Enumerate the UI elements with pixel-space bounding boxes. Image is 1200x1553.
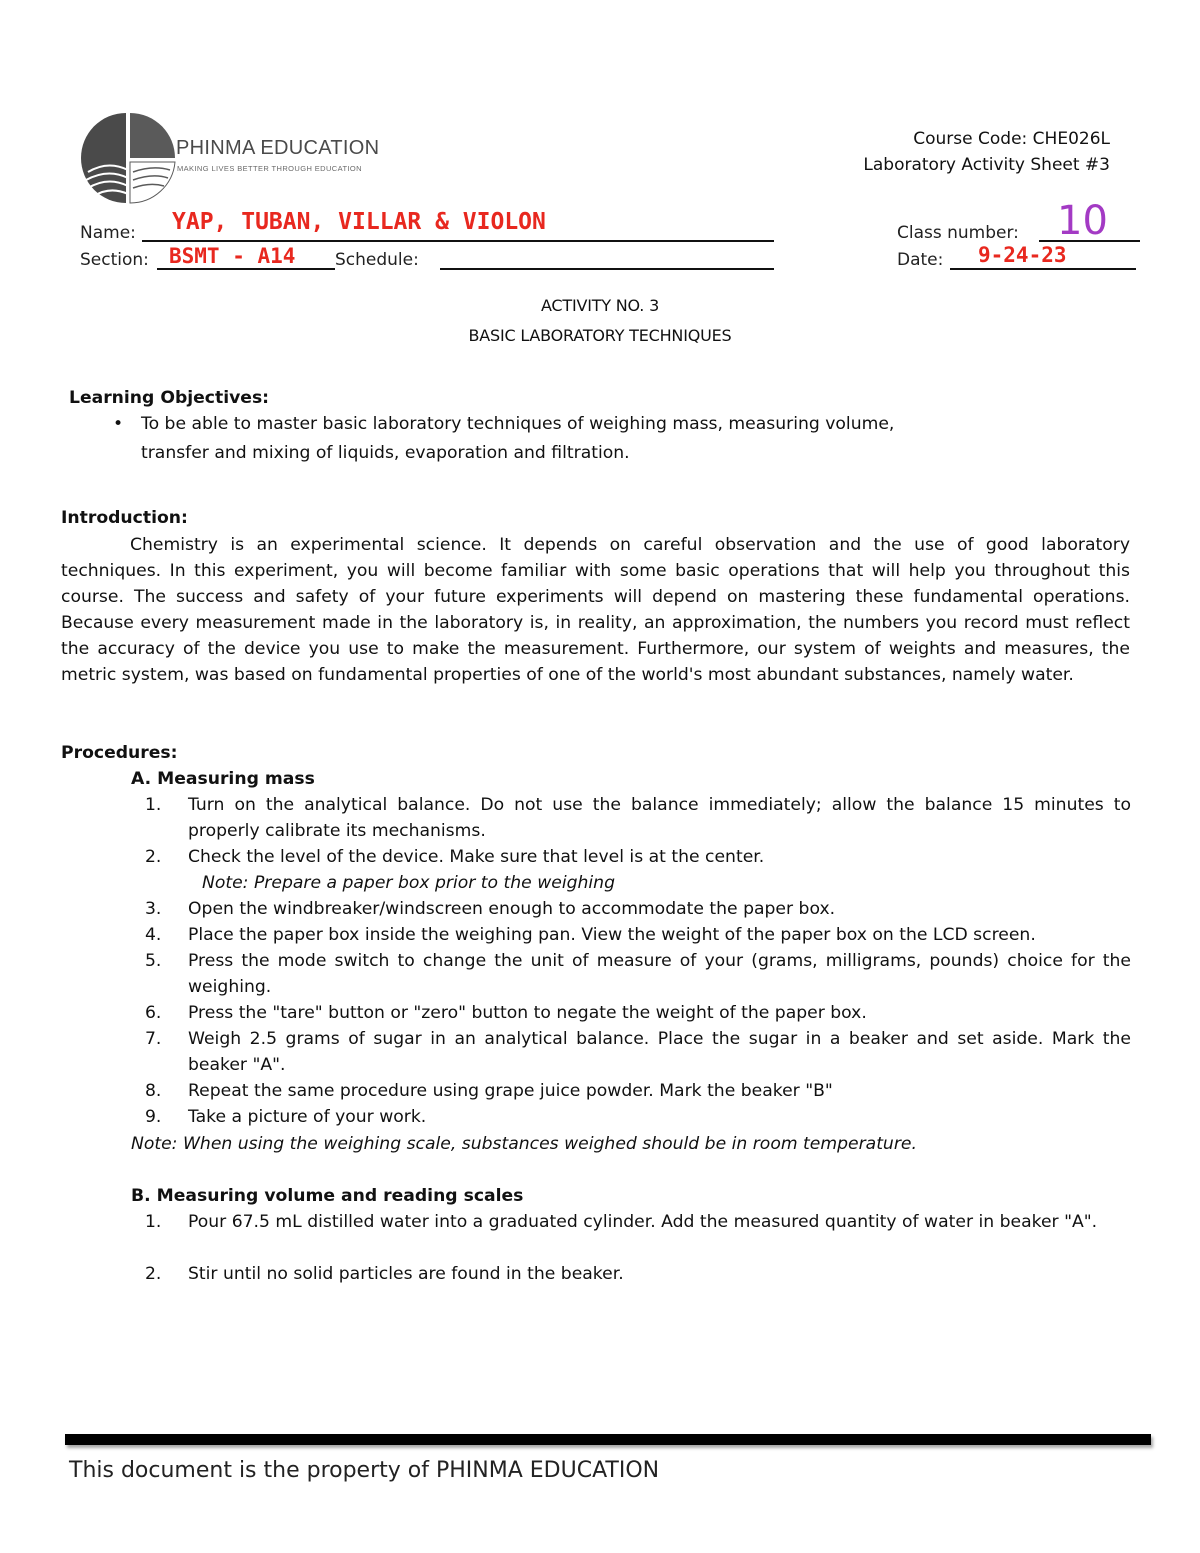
step-number: 3. (145, 899, 162, 919)
introduction-heading: Introduction: (61, 508, 188, 528)
objective-line-2: transfer and mixing of liquids, evaporation and filtration. (141, 443, 630, 463)
step-number: 1. (145, 1212, 162, 1232)
step-text: Press the mode switch to change the unit of measure of your (grams, milligrams, pounds) choice for the weighing. (188, 951, 1131, 997)
step-note: Note: Prepare a paper box prior to the weighing (202, 873, 615, 893)
activity-number: ACTIVITY NO. 3 (540, 296, 660, 315)
objective-line-1: To be able to master basic laboratory techniques of weighing mass, measuring volume, (141, 414, 895, 434)
name-field[interactable] (142, 209, 774, 242)
section-a-heading: A. Measuring mass (131, 769, 315, 789)
step-number: 4. (145, 925, 162, 945)
name-value: YAP, TUBAN, VILLAR & VIOLON (172, 209, 546, 235)
step-number: 5. (145, 951, 162, 971)
section-b-heading: B. Measuring volume and reading scales (131, 1186, 524, 1206)
step-text: Open the windbreaker/windscreen enough to accommodate the paper box. (188, 899, 836, 919)
date-label: Date: (897, 250, 944, 270)
section-a-note: Note: When using the weighing scale, substances weighed should be in room temperature. (131, 1134, 917, 1154)
footer-prefix: This document is the property of (69, 1458, 436, 1483)
step-text: Repeat the same procedure using grape juice powder. Mark the beaker "B" (188, 1081, 833, 1101)
step-text: Turn on the analytical balance. Do not use the balance immediately; allow the balance 15 minutes to properly calibrate its mechanisms. (188, 795, 1131, 841)
name-label: Name: (80, 223, 136, 243)
step-text: Pour 67.5 mL distilled water into a graduated cylinder. Add the measured quantity of water in beaker "A". (188, 1212, 1098, 1232)
class-number-value: 10 (1057, 198, 1108, 244)
step-number: 7. (145, 1029, 162, 1049)
footer-property-notice (69, 1458, 659, 1483)
step-number: 2. (145, 1264, 162, 1284)
step-number: 2. (145, 847, 162, 867)
section-field[interactable] (157, 246, 335, 270)
list-item (145, 792, 1135, 844)
step-number: 6. (145, 1003, 162, 1023)
course-code: Course Code: CHE026L (913, 129, 1110, 149)
procedures-heading: Procedures: (61, 743, 178, 763)
class-number-label: Class number: (897, 223, 1019, 243)
date-value: 9-24-23 (978, 243, 1067, 267)
footer-owner: PHINMA EDUCATION (435, 1458, 660, 1483)
logo-name: PHINMA EDUCATION (176, 137, 380, 159)
section-value: BSMT - A14 (169, 244, 296, 268)
step-number: 9. (145, 1107, 162, 1127)
step-text: Take a picture of your work. (188, 1107, 427, 1127)
step-number: 8. (145, 1081, 162, 1101)
activity-sheet-label: Laboratory Activity Sheet #3 (863, 155, 1110, 175)
class-number-field[interactable] (1039, 198, 1140, 244)
schedule-label: Schedule: (335, 250, 419, 270)
schedule-field[interactable] (440, 246, 774, 270)
objectives-heading: Learning Objectives: (69, 388, 270, 408)
step-text: Stir until no solid particles are found in the beaker. (188, 1264, 624, 1284)
footer-divider (65, 1434, 1151, 1445)
logo-tagline: MAKING LIVES BETTER THROUGH EDUCATION (177, 164, 362, 173)
step-text: Weigh 2.5 grams of sugar in an analytical balance. Place the sugar in a beaker and set aside. Mark the beaker "A". (188, 1029, 1131, 1075)
activity-title: BASIC LABORATORY TECHNIQUES (468, 326, 732, 345)
section-label: Section: (80, 250, 149, 270)
introduction-text: Chemistry is an experimental science. It depends on careful observation and the use of good laboratory techniques. In this experiment, you will become familiar with some basic operations that will help you throughout this course. The success and safety of your future experiments will depend on mastering these fundamental operations. Because every measurement made in the laboratory is, in reality, an approximation, the numbers you record must reflect the accuracy of the device you use to make the measurement. Furthermore, our system of weights and measures, the metric system, was based on fundamental properties of one of the world's most abundant substances, namely water. (61, 535, 1130, 685)
step-text: Press the "tare" button or "zero" button to negate the weight of the paper box. (188, 1003, 867, 1023)
step-text: Place the paper box inside the weighing pan. View the weight of the paper box on the LCD screen. (188, 925, 1036, 945)
objective-bullet: • (113, 414, 124, 434)
date-field[interactable] (950, 243, 1136, 270)
step-text: Check the level of the device. Make sure that level is at the center. (188, 847, 765, 867)
book-logo-icon (78, 110, 178, 205)
step-number: 1. (145, 795, 162, 815)
